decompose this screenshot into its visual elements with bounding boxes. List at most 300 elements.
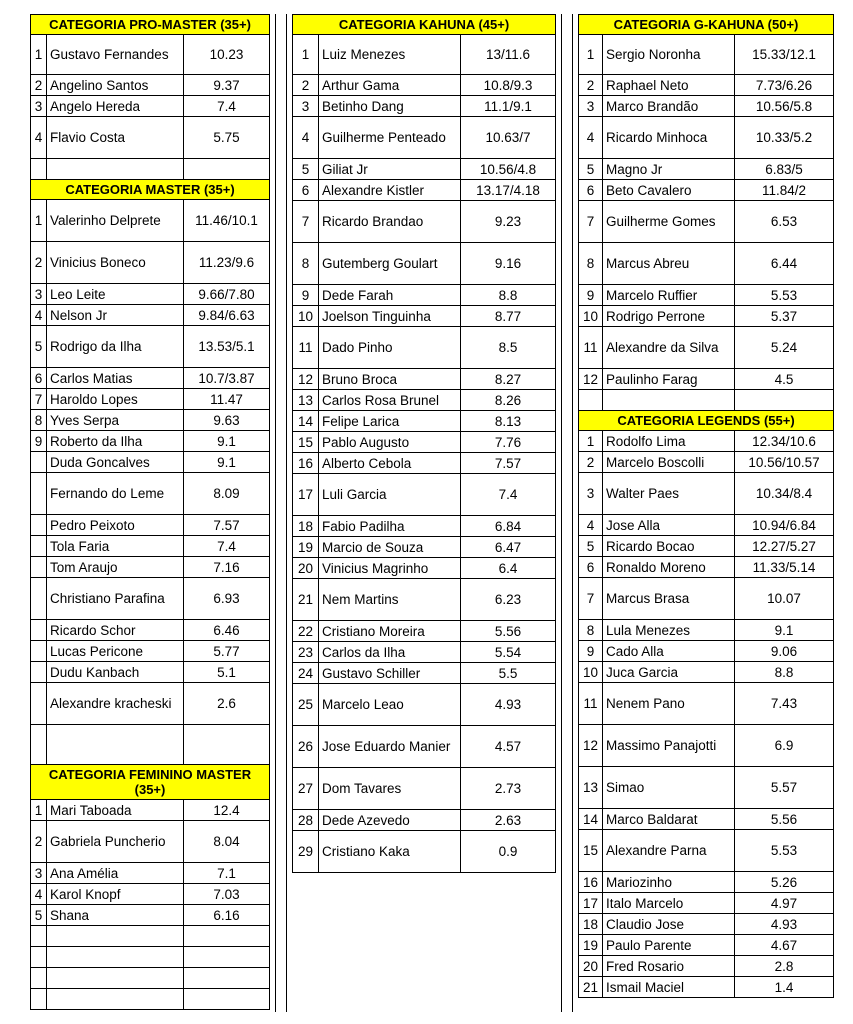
athlete-name-cell: Gutemberg Goulart <box>319 243 461 285</box>
table-row <box>31 159 270 180</box>
score-cell: 9.16 <box>461 243 556 285</box>
rank-cell: 7 <box>293 201 319 243</box>
table-row <box>293 642 556 663</box>
score-cell: 13/11.6 <box>461 35 556 75</box>
score-cell: 9.1 <box>735 620 834 641</box>
athlete-name-cell: Arthur Gama <box>319 75 461 96</box>
rank-cell: 8 <box>31 410 47 431</box>
table-row <box>293 369 556 390</box>
athlete-name-cell: Carlos Rosa Brunel <box>319 390 461 411</box>
score-cell: 9.1 <box>184 431 270 452</box>
score-cell: 6.84 <box>461 516 556 537</box>
score-cell: 11.46/10.1 <box>184 200 270 242</box>
table-row <box>579 96 834 117</box>
athlete-name-cell: Ricardo Bocao <box>603 536 735 557</box>
athlete-name-cell: Nenem Pano <box>603 683 735 725</box>
table-row <box>31 989 270 1010</box>
score-cell: 5.53 <box>735 830 834 872</box>
table-row <box>293 453 556 474</box>
score-cell: 1.4 <box>735 977 834 998</box>
rank-cell: 9 <box>579 641 603 662</box>
athlete-name-cell <box>47 947 184 968</box>
score-cell: 4.93 <box>461 684 556 726</box>
score-cell: 6.23 <box>461 579 556 621</box>
table-row <box>293 516 556 537</box>
rank-cell: 6 <box>579 180 603 201</box>
rank-cell: 26 <box>293 726 319 768</box>
rank-cell: 1 <box>31 35 47 75</box>
rank-cell: 2 <box>293 75 319 96</box>
table-row <box>579 662 834 683</box>
rank-cell: 9 <box>31 431 47 452</box>
rank-cell <box>31 947 47 968</box>
table-row <box>579 641 834 662</box>
score-cell: 2.8 <box>735 956 834 977</box>
athlete-name-cell: Dudu Kanbach <box>47 662 184 683</box>
athlete-name-cell: Dado Pinho <box>319 327 461 369</box>
table-row <box>293 621 556 642</box>
score-cell: 10.23 <box>184 35 270 75</box>
score-cell: 10.94/6.84 <box>735 515 834 536</box>
rank-cell: 4 <box>293 117 319 159</box>
athlete-name-cell: Christiano Parafina <box>47 578 184 620</box>
table-row <box>31 515 270 536</box>
rank-cell: 18 <box>293 516 319 537</box>
score-cell: 5.53 <box>735 285 834 306</box>
results-table <box>292 14 556 873</box>
score-cell: 8.09 <box>184 473 270 515</box>
athlete-name-cell <box>47 725 184 765</box>
rank-cell: 6 <box>31 368 47 389</box>
rank-cell: 20 <box>579 956 603 977</box>
table-row <box>31 35 270 75</box>
rank-cell <box>31 557 47 578</box>
results-column-middle <box>292 14 556 873</box>
score-cell: 4.93 <box>735 914 834 935</box>
score-cell: 5.57 <box>735 767 834 809</box>
athlete-name-cell: Luli Garcia <box>319 474 461 516</box>
athlete-name-cell: Lula Menezes <box>603 620 735 641</box>
score-cell: 5.1 <box>184 662 270 683</box>
score-cell: 5.5 <box>461 663 556 684</box>
score-cell: 9.06 <box>735 641 834 662</box>
athlete-name-cell: Rodolfo Lima <box>603 431 735 452</box>
table-row <box>293 327 556 369</box>
rank-cell: 4 <box>31 117 47 159</box>
rank-cell: 21 <box>293 579 319 621</box>
athlete-name-cell: Ismail Maciel <box>603 977 735 998</box>
score-cell: 6.16 <box>184 905 270 926</box>
table-row <box>293 768 556 810</box>
rank-cell <box>31 641 47 662</box>
score-cell: 6.44 <box>735 243 834 285</box>
rank-cell <box>579 390 603 411</box>
athlete-name-cell: Raphael Neto <box>603 75 735 96</box>
table-row <box>579 117 834 159</box>
athlete-name-cell: Angelino Santos <box>47 75 184 96</box>
category-header-row <box>293 15 556 35</box>
rank-cell: 10 <box>293 306 319 327</box>
athlete-name-cell: Pablo Augusto <box>319 432 461 453</box>
rank-cell: 9 <box>293 285 319 306</box>
athlete-name-cell: Joelson Tinguinha <box>319 306 461 327</box>
table-row <box>579 285 834 306</box>
score-cell: 2.6 <box>184 683 270 725</box>
table-row <box>31 926 270 947</box>
athlete-name-cell: Rodrigo Perrone <box>603 306 735 327</box>
score-cell: 8.04 <box>184 821 270 863</box>
rank-cell <box>31 452 47 473</box>
rank-cell: 4 <box>31 884 47 905</box>
rank-cell: 5 <box>579 159 603 180</box>
category-title: CATEGORIA KAHUNA (45+) <box>293 15 556 35</box>
rank-cell: 3 <box>579 96 603 117</box>
score-cell: 5.37 <box>735 306 834 327</box>
table-row <box>31 305 270 326</box>
athlete-name-cell: Ricardo Brandao <box>319 201 461 243</box>
athlete-name-cell: Ronaldo Moreno <box>603 557 735 578</box>
score-cell: 8.13 <box>461 411 556 432</box>
table-row <box>31 96 270 117</box>
rank-cell: 3 <box>579 473 603 515</box>
score-cell: 8.8 <box>735 662 834 683</box>
rank-cell: 15 <box>293 432 319 453</box>
score-cell: 12.4 <box>184 800 270 821</box>
score-cell: 8.5 <box>461 327 556 369</box>
rank-cell <box>31 620 47 641</box>
athlete-name-cell: Yves Serpa <box>47 410 184 431</box>
athlete-name-cell: Magno Jr <box>603 159 735 180</box>
athlete-name-cell: Roberto da Ilha <box>47 431 184 452</box>
score-cell: 6.83/5 <box>735 159 834 180</box>
category-title: CATEGORIA LEGENDS (55+) <box>579 411 834 431</box>
athlete-name-cell: Marcus Abreu <box>603 243 735 285</box>
table-row <box>579 683 834 725</box>
table-row <box>579 473 834 515</box>
table-row <box>293 201 556 243</box>
athlete-name-cell: Gabriela Puncherio <box>47 821 184 863</box>
results-table <box>578 14 834 998</box>
table-row <box>31 452 270 473</box>
table-row <box>31 117 270 159</box>
category-header-row <box>31 765 270 800</box>
athlete-name-cell: Cado Alla <box>603 641 735 662</box>
score-cell: 6.53 <box>735 201 834 243</box>
athlete-name-cell: Lucas Pericone <box>47 641 184 662</box>
table-row <box>31 326 270 368</box>
rank-cell: 1 <box>31 200 47 242</box>
rank-cell: 11 <box>293 327 319 369</box>
rank-cell: 6 <box>579 557 603 578</box>
table-row <box>31 620 270 641</box>
table-row <box>579 536 834 557</box>
table-row <box>293 537 556 558</box>
table-row <box>579 809 834 830</box>
score-cell: 6.46 <box>184 620 270 641</box>
table-row <box>31 557 270 578</box>
score-cell: 10.56/4.8 <box>461 159 556 180</box>
athlete-name-cell: Bruno Broca <box>319 369 461 390</box>
table-row <box>579 201 834 243</box>
table-row <box>293 663 556 684</box>
table-row <box>293 75 556 96</box>
athlete-name-cell <box>603 390 735 411</box>
score-cell: 11.47 <box>184 389 270 410</box>
score-cell: 2.73 <box>461 768 556 810</box>
rank-cell: 17 <box>579 893 603 914</box>
table-row <box>579 327 834 369</box>
table-row <box>293 726 556 768</box>
rank-cell: 4 <box>579 515 603 536</box>
table-row <box>579 935 834 956</box>
table-row <box>31 578 270 620</box>
athlete-name-cell: Duda Goncalves <box>47 452 184 473</box>
table-row <box>579 452 834 473</box>
rank-cell: 10 <box>579 662 603 683</box>
table-row <box>579 620 834 641</box>
rank-cell: 7 <box>579 201 603 243</box>
score-cell <box>735 390 834 411</box>
results-column-left <box>30 14 270 1010</box>
rank-cell: 4 <box>31 305 47 326</box>
rank-cell: 17 <box>293 474 319 516</box>
table-row <box>31 410 270 431</box>
score-cell: 9.37 <box>184 75 270 96</box>
athlete-name-cell: Italo Marcelo <box>603 893 735 914</box>
table-row <box>31 284 270 305</box>
table-row <box>31 884 270 905</box>
score-cell <box>184 947 270 968</box>
rank-cell: 13 <box>579 767 603 809</box>
table-row <box>293 579 556 621</box>
score-cell: 10.56/10.57 <box>735 452 834 473</box>
score-cell: 12.27/5.27 <box>735 536 834 557</box>
score-cell: 7.4 <box>461 474 556 516</box>
athlete-name-cell: Felipe Larica <box>319 411 461 432</box>
rank-cell: 2 <box>579 452 603 473</box>
athlete-name-cell: Jose Eduardo Manier <box>319 726 461 768</box>
table-row <box>293 117 556 159</box>
athlete-name-cell: Nelson Jr <box>47 305 184 326</box>
athlete-name-cell: Shana <box>47 905 184 926</box>
athlete-name-cell: Karol Knopf <box>47 884 184 905</box>
table-row <box>31 725 270 765</box>
athlete-name-cell: Ricardo Schor <box>47 620 184 641</box>
table-row <box>293 390 556 411</box>
table-row <box>293 306 556 327</box>
score-cell: 10.07 <box>735 578 834 620</box>
rank-cell: 19 <box>293 537 319 558</box>
table-row <box>579 977 834 998</box>
rank-cell <box>31 662 47 683</box>
rank-cell: 11 <box>579 683 603 725</box>
athlete-name-cell <box>47 926 184 947</box>
table-row <box>31 431 270 452</box>
table-row <box>579 431 834 452</box>
table-row <box>293 35 556 75</box>
table-row <box>293 96 556 117</box>
score-cell: 6.9 <box>735 725 834 767</box>
score-cell: 4.67 <box>735 935 834 956</box>
athlete-name-cell: Giliat Jr <box>319 159 461 180</box>
rank-cell: 1 <box>31 800 47 821</box>
rank-cell <box>31 989 47 1010</box>
rank-cell <box>31 536 47 557</box>
score-cell: 6.4 <box>461 558 556 579</box>
athlete-name-cell <box>47 968 184 989</box>
athlete-name-cell: Rodrigo da Ilha <box>47 326 184 368</box>
table-row <box>31 905 270 926</box>
athlete-name-cell: Marco Brandão <box>603 96 735 117</box>
score-cell: 15.33/12.1 <box>735 35 834 75</box>
score-cell: 7.57 <box>461 453 556 474</box>
rank-cell: 8 <box>579 243 603 285</box>
athlete-name-cell: Jose Alla <box>603 515 735 536</box>
score-cell: 5.54 <box>461 642 556 663</box>
athlete-name-cell: Gustavo Fernandes <box>47 35 184 75</box>
score-cell: 11.1/9.1 <box>461 96 556 117</box>
score-cell: 13.17/4.18 <box>461 180 556 201</box>
score-cell: 7.76 <box>461 432 556 453</box>
athlete-name-cell: Valerinho Delprete <box>47 200 184 242</box>
athlete-name-cell: Dede Azevedo <box>319 810 461 831</box>
score-cell: 4.5 <box>735 369 834 390</box>
table-row <box>31 800 270 821</box>
table-row <box>31 242 270 284</box>
score-cell: 5.26 <box>735 872 834 893</box>
athlete-name-cell: Marcelo Boscolli <box>603 452 735 473</box>
table-row <box>579 893 834 914</box>
score-cell: 10.33/5.2 <box>735 117 834 159</box>
athlete-name-cell: Paulo Parente <box>603 935 735 956</box>
score-cell: 10.34/8.4 <box>735 473 834 515</box>
score-cell: 11.23/9.6 <box>184 242 270 284</box>
score-cell: 5.77 <box>184 641 270 662</box>
score-cell: 9.1 <box>184 452 270 473</box>
score-cell: 5.24 <box>735 327 834 369</box>
athlete-name-cell: Claudio Jose <box>603 914 735 935</box>
table-row <box>31 863 270 884</box>
score-cell: 7.4 <box>184 536 270 557</box>
rank-cell <box>31 968 47 989</box>
rank-cell: 25 <box>293 684 319 726</box>
rank-cell: 2 <box>579 75 603 96</box>
rank-cell: 5 <box>293 159 319 180</box>
score-cell: 10.63/7 <box>461 117 556 159</box>
results-table <box>30 14 270 1010</box>
table-row <box>579 578 834 620</box>
rank-cell <box>31 159 47 180</box>
score-cell: 9.63 <box>184 410 270 431</box>
rank-cell: 29 <box>293 831 319 873</box>
rank-cell: 16 <box>293 453 319 474</box>
rank-cell: 27 <box>293 768 319 810</box>
table-row <box>31 473 270 515</box>
table-row <box>293 411 556 432</box>
table-row <box>579 767 834 809</box>
rank-cell: 20 <box>293 558 319 579</box>
rank-cell: 5 <box>31 326 47 368</box>
athlete-name-cell: Marcus Brasa <box>603 578 735 620</box>
table-row <box>31 821 270 863</box>
table-row <box>579 75 834 96</box>
rank-cell: 3 <box>31 96 47 117</box>
rank-cell: 14 <box>293 411 319 432</box>
score-cell <box>184 926 270 947</box>
athlete-name-cell: Vinicius Boneco <box>47 242 184 284</box>
athlete-name-cell: Beto Cavalero <box>603 180 735 201</box>
rank-cell: 19 <box>579 935 603 956</box>
athlete-name-cell: Flavio Costa <box>47 117 184 159</box>
athlete-name-cell: Juca Garcia <box>603 662 735 683</box>
table-row <box>31 200 270 242</box>
rank-cell: 2 <box>31 242 47 284</box>
table-row <box>293 684 556 726</box>
athlete-name-cell: Haroldo Lopes <box>47 389 184 410</box>
athlete-name-cell: Tom Araujo <box>47 557 184 578</box>
athlete-name-cell: Ana Amélia <box>47 863 184 884</box>
rank-cell: 7 <box>579 578 603 620</box>
rank-cell: 4 <box>579 117 603 159</box>
athlete-name-cell: Carlos Matias <box>47 368 184 389</box>
athlete-name-cell: Paulinho Farag <box>603 369 735 390</box>
athlete-name-cell: Leo Leite <box>47 284 184 305</box>
rank-cell: 2 <box>31 821 47 863</box>
category-title: CATEGORIA G-KAHUNA (50+) <box>579 15 834 35</box>
score-cell: 10.7/3.87 <box>184 368 270 389</box>
rank-cell: 14 <box>579 809 603 830</box>
athlete-name-cell: Walter Paes <box>603 473 735 515</box>
athlete-name-cell: Marco Baldarat <box>603 809 735 830</box>
athlete-name-cell: Marcelo Leao <box>319 684 461 726</box>
athlete-name-cell: Angelo Hereda <box>47 96 184 117</box>
table-row <box>31 368 270 389</box>
table-row <box>31 662 270 683</box>
rank-cell <box>31 515 47 536</box>
table-row <box>31 641 270 662</box>
table-row <box>293 474 556 516</box>
category-header-row <box>579 15 834 35</box>
score-cell <box>184 989 270 1010</box>
rank-cell: 7 <box>31 389 47 410</box>
category-header-row <box>31 15 270 35</box>
table-row <box>293 831 556 873</box>
athlete-name-cell: Pedro Peixoto <box>47 515 184 536</box>
table-row <box>579 35 834 75</box>
category-title: CATEGORIA PRO-MASTER (35+) <box>31 15 270 35</box>
score-cell: 10.56/5.8 <box>735 96 834 117</box>
table-row <box>579 515 834 536</box>
rank-cell: 12 <box>579 369 603 390</box>
athlete-name-cell: Tola Faria <box>47 536 184 557</box>
athlete-name-cell: Mari Taboada <box>47 800 184 821</box>
table-row <box>293 810 556 831</box>
score-cell: 7.03 <box>184 884 270 905</box>
athlete-name-cell: Fabio Padilha <box>319 516 461 537</box>
athlete-name-cell: Alexandre Kistler <box>319 180 461 201</box>
rank-cell: 3 <box>293 96 319 117</box>
table-row <box>579 914 834 935</box>
athlete-name-cell: Alexandre da Silva <box>603 327 735 369</box>
athlete-name-cell: Massimo Panajotti <box>603 725 735 767</box>
table-row <box>579 180 834 201</box>
rank-cell: 28 <box>293 810 319 831</box>
score-cell: 4.97 <box>735 893 834 914</box>
athlete-name-cell: Marcelo Ruffier <box>603 285 735 306</box>
score-cell: 5.56 <box>461 621 556 642</box>
athlete-name-cell: Alberto Cebola <box>319 453 461 474</box>
table-row <box>579 390 834 411</box>
